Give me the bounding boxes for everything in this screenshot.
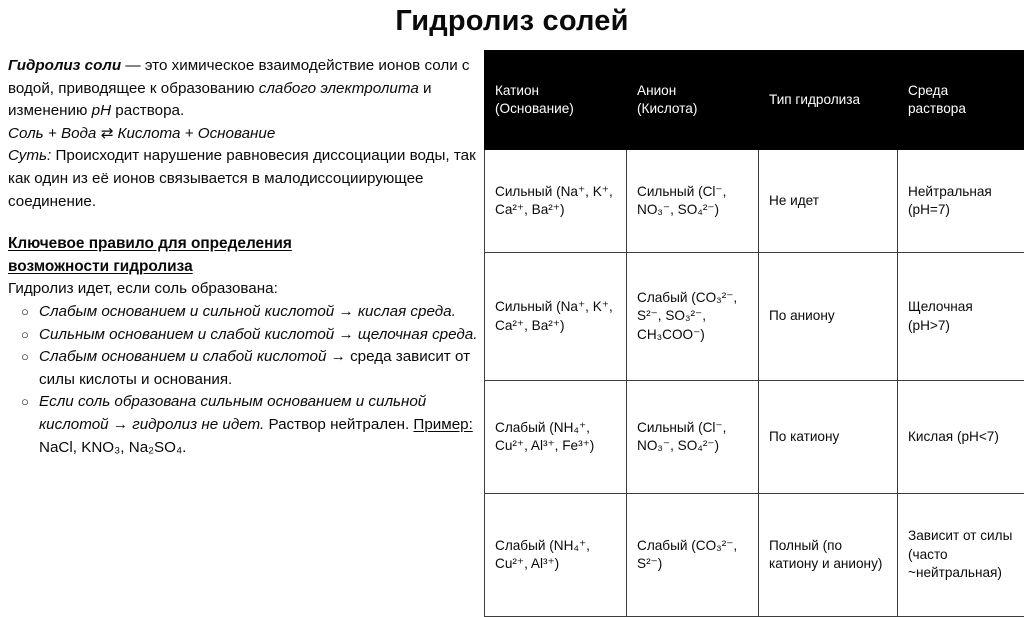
table-row [485, 253, 1024, 381]
cell-cation: Сильный (Na⁺, K⁺, Ca²⁺, Ba²⁺) [485, 253, 627, 381]
explanation-panel [8, 55, 478, 459]
definition-body-3: раствора. [111, 102, 184, 119]
column-header-anion-line-1: Анион [637, 82, 749, 101]
column-header-type-line-1: Тип гидролиза [769, 91, 888, 110]
column-header-medium-line-2: раствора [908, 100, 1015, 119]
table-row [485, 150, 1024, 253]
cell-type: Полный (по катиону и аниону) [759, 494, 898, 617]
cell-medium: Нейтральная (pH=7) [898, 150, 1024, 253]
cell-medium: Кислая (pH<7) [898, 381, 1024, 494]
definition-body-2: и изменению [8, 80, 432, 120]
example-value: NaCl, KNO₃, Na₂SO₄. [39, 439, 186, 456]
definition-body-1: это химическое взаимодействие ионов соли с водой, приводящее к образованию [8, 57, 470, 97]
column-header-anion [627, 51, 759, 150]
list-item-tail: Раствор нейтрален. [264, 416, 413, 433]
rule-heading-line-1: Ключевое правило для определения [8, 233, 478, 256]
list-item-text: Сильным основанием и слабой кислотой → щелочная среда. [39, 326, 477, 343]
list-item [8, 301, 478, 324]
column-header-anion-line-2: (Кислота) [637, 100, 749, 119]
cell-medium: Щелочная (pH>7) [898, 253, 1024, 381]
cell-type: По катиону [759, 381, 898, 494]
bullet-circle-icon: ○ [21, 346, 29, 369]
essence-paragraph [8, 145, 478, 213]
section-spacer [8, 213, 478, 233]
column-header-medium-line-1: Среда [908, 82, 1015, 101]
definition-dash: — [125, 57, 140, 74]
column-header-cation [485, 51, 627, 150]
bullet-circle-icon: ○ [21, 391, 29, 414]
example-label: Пример: [413, 416, 472, 433]
page-title: Гидролиз солей [0, 2, 1024, 40]
rule-intro: Гидролиз идет, если соль образована: [8, 278, 478, 301]
definition-emphasis-2: pH [92, 102, 111, 119]
definition-emphasis-1: слабого электролита [259, 80, 419, 97]
table-header-row [485, 51, 1024, 150]
list-item-text: Слабым основанием и слабой кислотой → [39, 348, 350, 365]
list-item [8, 346, 478, 391]
hydrolysis-table-container [484, 50, 1024, 617]
bullet-circle-icon: ○ [21, 301, 29, 324]
essence-label: Суть: [8, 147, 51, 164]
table-body [485, 150, 1024, 617]
list-item [8, 391, 478, 459]
list-item-text: Если соль образована сильным основанием и сильной кислотой → гидролиз не идет. [39, 393, 426, 433]
column-header-medium [898, 51, 1024, 150]
list-item-tail: среда зависит от силы кислоты и основания. [39, 348, 470, 388]
cell-type: По аниону [759, 253, 898, 381]
definition-term: Гидролиз соли [8, 57, 121, 74]
column-header-type [759, 51, 898, 150]
list-item [8, 324, 478, 347]
table-row [485, 381, 1024, 494]
table-row [485, 494, 1024, 617]
rule-heading-line-2: возможности гидролиза [8, 256, 478, 279]
cell-cation: Слабый (NH₄⁺, Cu²⁺, Al³⁺) [485, 494, 627, 617]
cell-cation: Слабый (NH₄⁺, Cu²⁺, Al³⁺, Fe³⁺) [485, 381, 627, 494]
column-header-cation-line-1: Катион [495, 82, 617, 101]
list-item-text: Слабым основанием и сильной кислотой → кислая среда. [39, 303, 456, 320]
table-header [485, 51, 1024, 150]
definition-paragraph [8, 55, 478, 123]
cell-cation: Сильный (Na⁺, K⁺, Ca²⁺, Ba²⁺) [485, 150, 627, 253]
hydrolysis-table [484, 50, 1024, 617]
column-header-cation-line-2: (Основание) [495, 100, 617, 119]
cell-type: Не идет [759, 150, 898, 253]
hydrolysis-equation: Соль + Вода ⇄ Кислота + Основание [8, 123, 478, 146]
rule-conditions-list [8, 301, 478, 459]
bullet-circle-icon: ○ [21, 324, 29, 347]
cell-anion: Слабый (CO₃²⁻, S²⁻) [627, 494, 759, 617]
cell-anion: Сильный (Cl⁻, NO₃⁻, SO₄²⁻) [627, 381, 759, 494]
cell-anion: Слабый (CO₃²⁻, S²⁻, SO₃²⁻, CH₃COO⁻) [627, 253, 759, 381]
cell-anion: Сильный (Cl⁻, NO₃⁻, SO₄²⁻) [627, 150, 759, 253]
cell-medium: Зависит от силы (часто ~нейтральная) [898, 494, 1024, 617]
essence-text: Происходит нарушение равновесия диссоциации воды, так как один из её ионов связывается в малодиссоциирующее соединение. [8, 147, 476, 209]
